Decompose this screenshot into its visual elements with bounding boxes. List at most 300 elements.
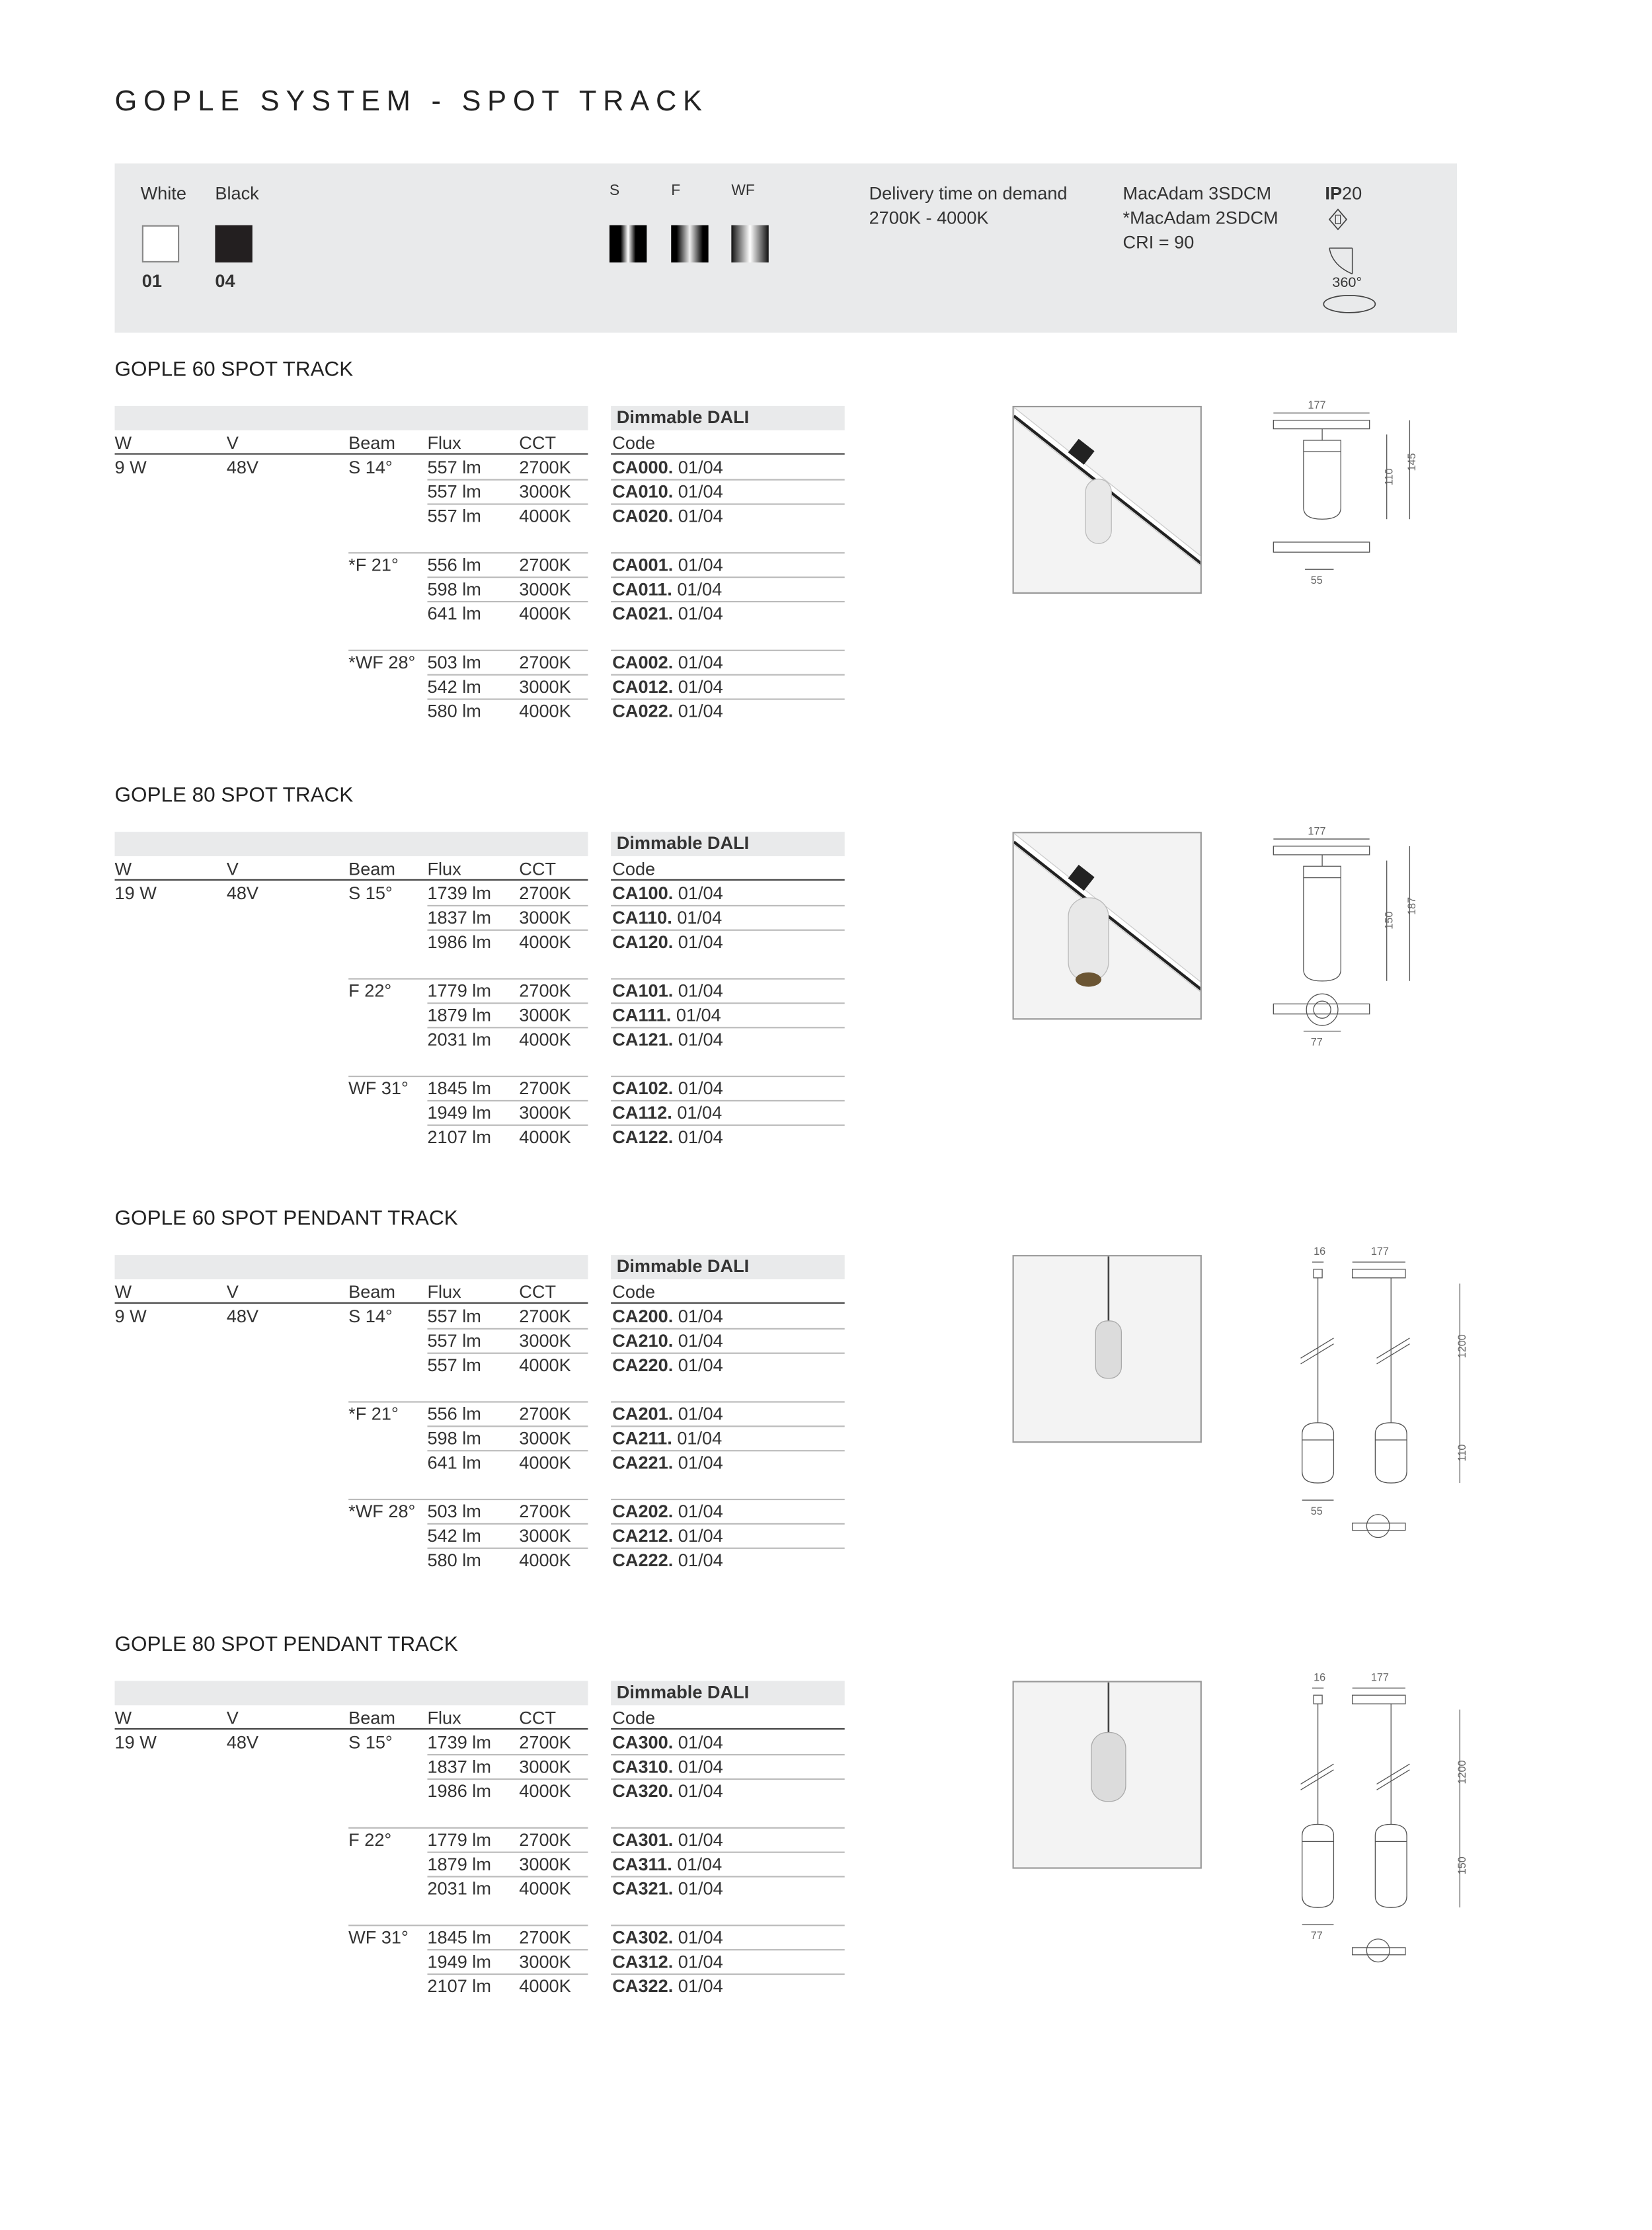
product-code xyxy=(612,1354,723,1378)
product-code xyxy=(612,456,723,481)
code-number: CA111. xyxy=(612,1005,672,1026)
column-header-flux: Flux xyxy=(427,1708,461,1729)
flux-value: 1837 lm xyxy=(427,1757,491,1777)
flux-value: 557 lm xyxy=(427,1306,481,1327)
rotation-label: 360° xyxy=(1332,275,1362,292)
flux-value: 1837 lm xyxy=(427,908,491,928)
cct-value: 2700K xyxy=(519,458,571,478)
flux-value: 1949 lm xyxy=(427,1103,491,1123)
code-number: CA301. xyxy=(612,1830,674,1851)
finish-codes: 01/04 xyxy=(678,1029,723,1050)
finish-codes: 01/04 xyxy=(678,1830,723,1851)
finish-codes: 01/04 xyxy=(678,555,723,575)
beam-value: WF 31° xyxy=(348,1927,409,1948)
dimmable-dali-header: Dimmable DALI xyxy=(611,1681,845,1705)
delivery-text: Delivery time on demand xyxy=(869,183,1068,204)
product-code xyxy=(612,651,723,676)
finish-black-code: 04 xyxy=(215,270,235,292)
wattage-value: 9 W xyxy=(114,1306,147,1327)
black-swatch xyxy=(215,225,252,262)
code-number: CA122. xyxy=(612,1127,674,1148)
flux-value: 2031 lm xyxy=(427,1029,491,1050)
cct-value: 2700K xyxy=(519,653,571,673)
finish-codes: 01/04 xyxy=(678,1781,723,1802)
product-code xyxy=(612,602,723,627)
flux-value: 557 lm xyxy=(427,506,481,527)
dim-diameter: 55 xyxy=(1310,1505,1323,1517)
finish-codes: 01/04 xyxy=(678,1927,723,1948)
header-rule xyxy=(611,453,845,454)
product-code xyxy=(612,481,723,505)
code-number: CA102. xyxy=(612,1078,674,1099)
cct-value: 2700K xyxy=(519,1732,571,1753)
finish-codes: 01/04 xyxy=(678,1550,723,1571)
code-number: CA021. xyxy=(612,604,674,624)
column-header-flux: Flux xyxy=(427,433,461,454)
column-header-cct: CCT xyxy=(519,433,557,454)
flux-value: 503 lm xyxy=(427,653,481,673)
column-header-v: V xyxy=(226,433,239,454)
cct-value: 3000K xyxy=(519,1952,571,1972)
cct-value: 4000K xyxy=(519,932,571,953)
column-header-cct: CCT xyxy=(519,1282,557,1302)
finish-codes: 01/04 xyxy=(678,676,723,697)
product-code xyxy=(612,578,722,602)
product-code xyxy=(612,1755,723,1780)
code-number: CA300. xyxy=(612,1732,674,1753)
flux-value: 556 lm xyxy=(427,1404,481,1425)
tilt-icon xyxy=(1327,245,1355,277)
finish-codes: 01/04 xyxy=(678,1976,723,1997)
product-code xyxy=(612,1077,723,1101)
flux-value: 580 lm xyxy=(427,1550,481,1571)
dimmable-dali-header: Dimmable DALI xyxy=(611,832,845,856)
cct-value: 4000K xyxy=(519,506,571,527)
class-iii-icon xyxy=(1323,208,1352,231)
beam-value: S 15° xyxy=(348,883,393,904)
code-number: CA310. xyxy=(612,1757,674,1777)
dimension-lines xyxy=(1273,839,1409,1031)
page-title: GOPLE SYSTEM - SPOT TRACK xyxy=(114,86,709,118)
beam-value: F 22° xyxy=(348,980,392,1002)
product-code xyxy=(612,1500,723,1525)
flux-value: 503 lm xyxy=(427,1501,481,1522)
product-section xyxy=(0,1634,1652,2050)
beam-f-label: F xyxy=(671,182,681,200)
column-header-code: Code xyxy=(612,433,656,454)
cct-value: 4000K xyxy=(519,1453,571,1473)
beam-value: WF 31° xyxy=(348,1078,409,1099)
column-header-v: V xyxy=(226,1708,239,1729)
finish-codes: 01/04 xyxy=(677,579,723,600)
column-header-flux: Flux xyxy=(427,1282,461,1302)
dim-diameter: 77 xyxy=(1310,1929,1323,1942)
cct-value: 4000K xyxy=(519,604,571,624)
finish-codes: 01/04 xyxy=(678,604,723,624)
cct-value: 2700K xyxy=(519,555,571,575)
finish-codes: 01/04 xyxy=(678,458,723,478)
finish-codes: 01/04 xyxy=(678,1306,723,1327)
header-rule xyxy=(115,1728,588,1730)
flux-value: 557 lm xyxy=(427,481,481,502)
code-number: CA200. xyxy=(612,1306,674,1327)
product-photo xyxy=(1013,832,1202,1019)
cct-value: 2700K xyxy=(519,1306,571,1327)
code-number: CA011. xyxy=(612,579,672,600)
beam-value: *WF 28° xyxy=(348,653,416,673)
cct-value: 2700K xyxy=(519,1404,571,1425)
code-number: CA010. xyxy=(612,481,674,502)
ip-number: 20 xyxy=(1342,183,1362,204)
flux-value: 598 lm xyxy=(427,1428,481,1449)
flux-value: 1845 lm xyxy=(427,1927,491,1948)
finish-codes: 01/04 xyxy=(677,1854,723,1875)
header-rule xyxy=(611,1302,845,1304)
table-header-band xyxy=(115,832,588,856)
product-code xyxy=(612,1950,723,1975)
code-number: CA220. xyxy=(612,1355,674,1376)
cct-value: 3000K xyxy=(519,1331,571,1351)
cct-value: 4000K xyxy=(519,1127,571,1148)
dim-body-height: 110 xyxy=(1383,468,1396,486)
voltage-value: 48V xyxy=(226,458,259,478)
cct-value: 4000K xyxy=(519,1878,571,1899)
column-header-beam: Beam xyxy=(348,859,395,879)
finish-codes: 01/04 xyxy=(678,1526,723,1546)
finish-codes: 01/04 xyxy=(678,1078,723,1099)
product-code xyxy=(612,700,723,725)
cct-value: 2700K xyxy=(519,1078,571,1099)
product-code xyxy=(612,1975,723,1999)
finish-codes: 01/04 xyxy=(677,1428,723,1449)
finish-codes: 01/04 xyxy=(678,883,723,904)
finish-codes: 01/04 xyxy=(678,1127,723,1148)
product-code xyxy=(612,1101,722,1126)
dimension-lines xyxy=(1273,413,1409,569)
voltage-value: 48V xyxy=(226,1306,259,1327)
flux-value: 557 lm xyxy=(427,458,481,478)
spec-info-box xyxy=(115,163,1457,333)
beam-value: F 22° xyxy=(348,1830,392,1851)
product-code xyxy=(612,505,723,530)
column-header-code: Code xyxy=(612,1708,656,1729)
finish-white-code: 01 xyxy=(141,270,162,292)
flux-value: 580 lm xyxy=(427,701,481,722)
dim-cable-length: 1200 xyxy=(1456,1334,1469,1359)
finish-black-label: Black xyxy=(215,183,259,204)
code-number: CA110. xyxy=(612,908,672,928)
cct-range: 2700K - 4000K xyxy=(869,208,989,228)
product-code xyxy=(612,1305,723,1330)
dim-diameter: 55 xyxy=(1310,574,1323,586)
column-header-code: Code xyxy=(612,1282,656,1302)
product-code xyxy=(612,1878,723,1902)
finish-codes: 01/04 xyxy=(678,506,723,527)
dim-total-height: 187 xyxy=(1406,896,1419,916)
product-code xyxy=(612,1004,721,1029)
product-code xyxy=(612,1427,722,1451)
beam-value: *F 21° xyxy=(348,1404,399,1425)
flux-value: 2031 lm xyxy=(427,1878,491,1899)
product-photo xyxy=(1013,1681,1202,1868)
cct-value: 3000K xyxy=(519,1526,571,1546)
table-header-band xyxy=(115,1681,588,1705)
finish-codes: 01/04 xyxy=(678,1732,723,1753)
dim-body-height: 150 xyxy=(1456,1856,1469,1875)
product-photo xyxy=(1013,406,1202,594)
cct-value: 3000K xyxy=(519,1854,571,1875)
header-rule xyxy=(115,453,588,454)
voltage-value: 48V xyxy=(226,883,259,904)
product-code xyxy=(612,1403,723,1427)
flux-value: 1779 lm xyxy=(427,980,491,1002)
cct-value: 2700K xyxy=(519,883,571,904)
cct-value: 3000K xyxy=(519,1428,571,1449)
column-header-code: Code xyxy=(612,859,656,879)
cct-value: 3000K xyxy=(519,676,571,697)
column-header-cct: CCT xyxy=(519,859,557,879)
flux-value: 2107 lm xyxy=(427,1127,491,1148)
product-code xyxy=(612,1829,723,1853)
product-code xyxy=(612,676,723,700)
cct-value: 2700K xyxy=(519,1830,571,1851)
product-code xyxy=(612,882,723,906)
finish-codes: 01/04 xyxy=(678,1331,723,1351)
product-code xyxy=(612,553,723,578)
code-number: CA020. xyxy=(612,506,674,527)
cct-value: 3000K xyxy=(519,908,571,928)
column-header-w: W xyxy=(114,433,132,454)
wattage-value: 19 W xyxy=(114,1732,157,1753)
wattage-value: 9 W xyxy=(114,458,147,478)
cct-value: 4000K xyxy=(519,1355,571,1376)
cct-value: 4000K xyxy=(519,1550,571,1571)
code-number: CA322. xyxy=(612,1976,674,1997)
cct-value: 2700K xyxy=(519,1927,571,1948)
dim-width: 177 xyxy=(1370,1671,1389,1684)
product-photo xyxy=(1013,1255,1202,1443)
flux-value: 1739 lm xyxy=(427,1732,491,1753)
beam-value: S 14° xyxy=(348,1306,393,1327)
header-rule xyxy=(115,879,588,881)
beam-f-icon xyxy=(671,225,708,262)
column-header-w: W xyxy=(114,859,132,879)
product-code xyxy=(612,1853,722,1878)
beam-wf-icon xyxy=(731,225,768,262)
cct-value: 3000K xyxy=(519,1757,571,1777)
dim-diameter: 77 xyxy=(1310,1036,1323,1049)
code-number: CA101. xyxy=(612,980,674,1002)
header-rule xyxy=(115,1302,588,1304)
flux-value: 2107 lm xyxy=(427,1976,491,1997)
product-code xyxy=(612,1525,723,1549)
column-header-w: W xyxy=(114,1282,132,1302)
dim-width: 177 xyxy=(1308,825,1326,838)
dim-body-height: 150 xyxy=(1383,911,1396,930)
cct-value: 3000K xyxy=(519,579,571,600)
code-number: CA120. xyxy=(612,932,674,953)
code-number: CA002. xyxy=(612,653,674,673)
flux-value: 641 lm xyxy=(427,604,481,624)
product-section xyxy=(0,785,1652,1201)
beam-s-icon xyxy=(610,225,647,262)
macadam-text: MacAdam 3SDCM xyxy=(1122,183,1272,204)
finish-codes: 01/04 xyxy=(678,1952,723,1972)
cct-value: 3000K xyxy=(519,1005,571,1026)
finish-codes: 01/04 xyxy=(677,1103,723,1123)
flux-value: 557 lm xyxy=(427,1355,481,1376)
product-code xyxy=(612,1549,723,1573)
cct-value: 4000K xyxy=(519,1029,571,1050)
flux-value: 557 lm xyxy=(427,1331,481,1351)
finish-codes: 01/04 xyxy=(678,701,723,722)
product-code xyxy=(612,1330,723,1354)
ip-rating xyxy=(1325,182,1362,207)
finish-codes: 01/04 xyxy=(678,1501,723,1522)
finish-codes: 01/04 xyxy=(677,908,723,928)
code-number: CA211. xyxy=(612,1428,672,1449)
dim-cord: 16 xyxy=(1314,1671,1326,1684)
code-number: CA001. xyxy=(612,555,674,575)
column-header-cct: CCT xyxy=(519,1708,557,1729)
flux-value: 542 lm xyxy=(427,1526,481,1546)
table-header-band xyxy=(115,1255,588,1279)
flux-value: 556 lm xyxy=(427,555,481,575)
code-number: CA112. xyxy=(612,1103,672,1123)
product-code xyxy=(612,980,723,1004)
column-header-w: W xyxy=(114,1708,132,1729)
product-code xyxy=(612,1451,723,1476)
header-rule xyxy=(611,879,845,881)
dim-body-height: 110 xyxy=(1456,1444,1469,1462)
column-header-v: V xyxy=(226,859,239,879)
product-code xyxy=(612,1731,723,1755)
code-number: CA302. xyxy=(612,1927,674,1948)
cri-text: CRI = 90 xyxy=(1122,232,1195,253)
cct-value: 2700K xyxy=(519,1501,571,1522)
product-code xyxy=(612,1926,723,1950)
flux-value: 1845 lm xyxy=(427,1078,491,1099)
beam-wf-label: WF xyxy=(731,182,755,200)
beam-value: S 15° xyxy=(348,1732,393,1753)
finish-codes: 01/04 xyxy=(678,1453,723,1473)
cct-value: 4000K xyxy=(519,1781,571,1802)
code-number: CA320. xyxy=(612,1781,674,1802)
code-number: CA321. xyxy=(612,1878,674,1899)
flux-value: 1986 lm xyxy=(427,1781,491,1802)
dimmable-dali-header: Dimmable DALI xyxy=(611,1255,845,1279)
code-number: CA022. xyxy=(612,701,674,722)
code-number: CA121. xyxy=(612,1029,674,1050)
section-title: GOPLE 60 SPOT PENDANT TRACK xyxy=(114,1207,458,1231)
product-code xyxy=(612,1126,723,1150)
beam-value: S 14° xyxy=(348,458,393,478)
finish-codes: 01/04 xyxy=(678,653,723,673)
cct-value: 3000K xyxy=(519,1103,571,1123)
flux-value: 1739 lm xyxy=(427,883,491,904)
section-title: GOPLE 80 SPOT PENDANT TRACK xyxy=(114,1633,458,1657)
product-section xyxy=(0,358,1652,774)
dimmable-dali-header: Dimmable DALI xyxy=(611,406,845,430)
rotation-icon xyxy=(1321,293,1378,316)
code-number: CA221. xyxy=(612,1453,674,1473)
finish-codes: 01/04 xyxy=(676,1005,721,1026)
flux-value: 1879 lm xyxy=(427,1854,491,1875)
column-header-beam: Beam xyxy=(348,433,395,454)
product-code xyxy=(612,1780,723,1804)
cct-value: 2700K xyxy=(519,980,571,1002)
code-number: CA312. xyxy=(612,1952,674,1972)
code-number: CA000. xyxy=(612,458,674,478)
flux-value: 1779 lm xyxy=(427,1830,491,1851)
column-header-flux: Flux xyxy=(427,859,461,879)
finish-white-label: White xyxy=(140,183,186,204)
column-header-v: V xyxy=(226,1282,239,1302)
code-number: CA012. xyxy=(612,676,674,697)
cct-value: 4000K xyxy=(519,701,571,722)
table-header-band xyxy=(115,406,588,430)
technical-drawing xyxy=(1247,820,1491,1208)
finish-codes: 01/04 xyxy=(678,1878,723,1899)
flux-value: 641 lm xyxy=(427,1453,481,1473)
cct-value: 4000K xyxy=(519,1976,571,1997)
beam-value: *WF 28° xyxy=(348,1501,416,1522)
finish-codes: 01/04 xyxy=(678,1355,723,1376)
beam-value: *F 21° xyxy=(348,555,399,575)
product-section xyxy=(0,1208,1652,1624)
flux-value: 1879 lm xyxy=(427,1005,491,1026)
flux-value: 598 lm xyxy=(427,579,481,600)
finish-codes: 01/04 xyxy=(678,980,723,1002)
code-number: CA202. xyxy=(612,1501,674,1522)
technical-drawing xyxy=(1247,395,1491,782)
dim-cable-length: 1200 xyxy=(1456,1760,1469,1784)
flux-value: 1986 lm xyxy=(427,932,491,953)
beam-s-label: S xyxy=(609,182,620,200)
dim-total-height: 145 xyxy=(1406,453,1419,471)
flux-value: 542 lm xyxy=(427,676,481,697)
code-number: CA210. xyxy=(612,1331,674,1351)
code-number: CA311. xyxy=(612,1854,672,1875)
header-rule xyxy=(611,1728,845,1730)
dim-width: 177 xyxy=(1308,399,1326,412)
finish-codes: 01/04 xyxy=(678,932,723,953)
product-code xyxy=(612,1028,723,1053)
code-number: CA212. xyxy=(612,1526,674,1546)
finish-codes: 01/04 xyxy=(678,481,723,502)
dim-cord: 16 xyxy=(1314,1246,1326,1258)
flux-value: 1949 lm xyxy=(427,1952,491,1972)
technical-drawing xyxy=(1247,1244,1491,1631)
cct-value: 3000K xyxy=(519,481,571,502)
product-code xyxy=(612,931,723,955)
section-title: GOPLE 80 SPOT TRACK xyxy=(114,784,354,808)
product-code xyxy=(612,906,722,931)
white-swatch xyxy=(142,225,179,262)
voltage-value: 48V xyxy=(226,1732,259,1753)
code-number: CA222. xyxy=(612,1550,674,1571)
code-number: CA100. xyxy=(612,883,674,904)
technical-drawing xyxy=(1247,1669,1491,2057)
dim-width: 177 xyxy=(1370,1246,1389,1258)
macadam2-text: *MacAdam 2SDCM xyxy=(1122,208,1278,228)
column-header-beam: Beam xyxy=(348,1282,395,1302)
code-number: CA201. xyxy=(612,1404,674,1425)
wattage-value: 19 W xyxy=(114,883,157,904)
finish-codes: 01/04 xyxy=(678,1757,723,1777)
section-title: GOPLE 60 SPOT TRACK xyxy=(114,358,354,382)
column-header-beam: Beam xyxy=(348,1708,395,1729)
